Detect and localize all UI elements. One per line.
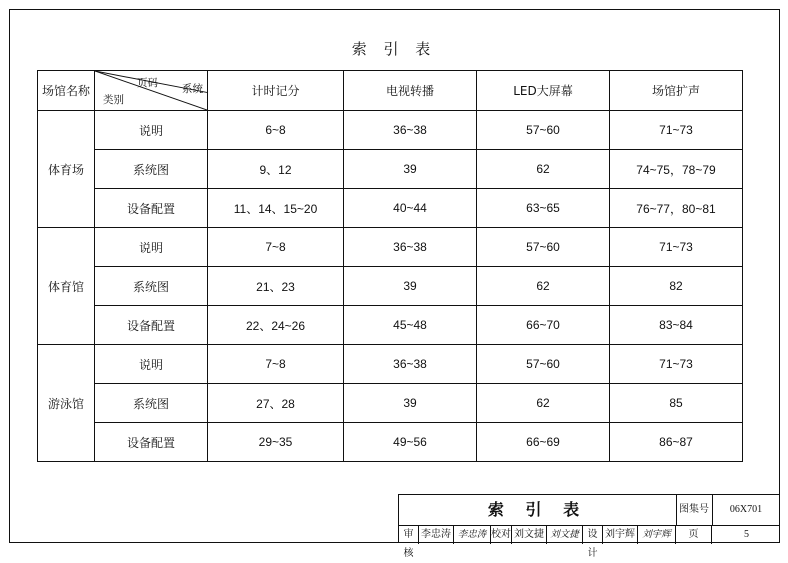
atlas-no: 06X701 — [729, 504, 763, 515]
category-cell: 设备配置 — [95, 189, 208, 228]
table-row — [38, 267, 743, 306]
table-row — [38, 189, 743, 228]
category-cell: 说明 — [95, 111, 208, 150]
diagonal-header — [95, 71, 208, 111]
header-row — [38, 71, 743, 111]
page-range-cell: 39 — [344, 267, 477, 306]
system-header-audio: 场馆扩声 — [610, 71, 743, 111]
page-range-cell: 71~73 — [610, 111, 743, 150]
page-range-cell: 21、23 — [208, 267, 344, 306]
category-cell: 说明 — [95, 345, 208, 384]
page-range-cell: 9、12 — [208, 150, 344, 189]
drawing-title: 索 引 表 — [399, 495, 677, 525]
category-cell: 设备配置 — [95, 423, 208, 462]
table-row — [38, 306, 743, 345]
page-range-cell: 40~44 — [344, 189, 477, 228]
page-range-cell: 62 — [477, 384, 610, 423]
page-range-cell: 86~87 — [610, 423, 743, 462]
venue-name-header: 场馆名称 — [38, 71, 95, 111]
page-range-cell: 85 — [610, 384, 743, 423]
table-row — [38, 384, 743, 423]
designer-name: 刘宇辉 — [603, 525, 638, 544]
index-table — [37, 70, 743, 462]
reviewer-name: 李忠涛 — [419, 525, 454, 544]
system-header-timing: 计时记分 — [208, 71, 344, 111]
page-range-cell: 62 — [477, 267, 610, 306]
page-range-cell: 71~73 — [610, 228, 743, 267]
page-range-cell: 7~8 — [208, 345, 344, 384]
diag-system-label: 系统 — [182, 83, 203, 95]
designer-signature: 刘宇辉 — [638, 525, 676, 544]
page-range-cell: 49~56 — [344, 423, 477, 462]
page-range-cell: 57~60 — [477, 345, 610, 384]
page-range-cell: 27、28 — [208, 384, 344, 423]
category-cell: 系统图 — [95, 150, 208, 189]
page-range-cell: 63~65 — [477, 189, 610, 228]
category-cell: 说明 — [95, 228, 208, 267]
table-row — [38, 111, 743, 150]
page-title: 索 引 表 — [351, 40, 437, 58]
design-label: 设计 — [583, 525, 603, 544]
category-cell: 设备配置 — [95, 306, 208, 345]
venue-name-cell: 游泳馆 — [38, 345, 95, 462]
checker-name: 刘文捷 — [512, 525, 547, 544]
page-range-cell: 11、14、15~20 — [208, 189, 344, 228]
page-range-cell: 71~73 — [610, 345, 743, 384]
table-row — [38, 345, 743, 384]
system-header-tv: 电视转播 — [344, 71, 477, 111]
page-range-cell: 7~8 — [208, 228, 344, 267]
table-row — [38, 150, 743, 189]
diag-page-label: 页码 — [137, 77, 158, 89]
venue-name-cell: 体育馆 — [38, 228, 95, 345]
page-range-cell: 39 — [344, 384, 477, 423]
table-row — [38, 423, 743, 462]
page-range-cell: 66~69 — [477, 423, 610, 462]
page-range-cell: 74~75，78~79 — [610, 150, 743, 189]
diag-category-label: 类别 — [103, 94, 124, 106]
venue-name-cell: 体育场 — [38, 111, 95, 228]
page-range-cell: 36~38 — [344, 345, 477, 384]
page-range-cell: 36~38 — [344, 111, 477, 150]
page-number: 5 — [744, 529, 749, 540]
page-range-cell: 6~8 — [208, 111, 344, 150]
page-range-cell: 76~77，80~81 — [610, 189, 743, 228]
page-range-cell: 45~48 — [344, 306, 477, 345]
table-row — [38, 228, 743, 267]
checker-signature: 刘文捷 — [547, 525, 583, 544]
page-range-cell: 39 — [344, 150, 477, 189]
page-range-cell: 57~60 — [477, 111, 610, 150]
page-range-cell: 82 — [610, 267, 743, 306]
page-range-cell: 22、24~26 — [208, 306, 344, 345]
review-label: 审核 — [399, 525, 419, 544]
page-range-cell: 36~38 — [344, 228, 477, 267]
page-range-cell: 62 — [477, 150, 610, 189]
reviewer-signature: 李忠涛 — [454, 525, 491, 544]
category-cell: 系统图 — [95, 384, 208, 423]
check-label: 校对 — [491, 525, 512, 544]
category-cell: 系统图 — [95, 267, 208, 306]
page-range-cell: 66~70 — [477, 306, 610, 345]
title-block — [398, 494, 780, 559]
page-range-cell: 29~35 — [208, 423, 344, 462]
atlas-no-label: 图集号 — [676, 495, 713, 525]
system-header-led: LED大屏幕 — [477, 71, 610, 111]
page-label: 页 — [676, 525, 712, 544]
page-range-cell: 57~60 — [477, 228, 610, 267]
page-range-cell: 83~84 — [610, 306, 743, 345]
